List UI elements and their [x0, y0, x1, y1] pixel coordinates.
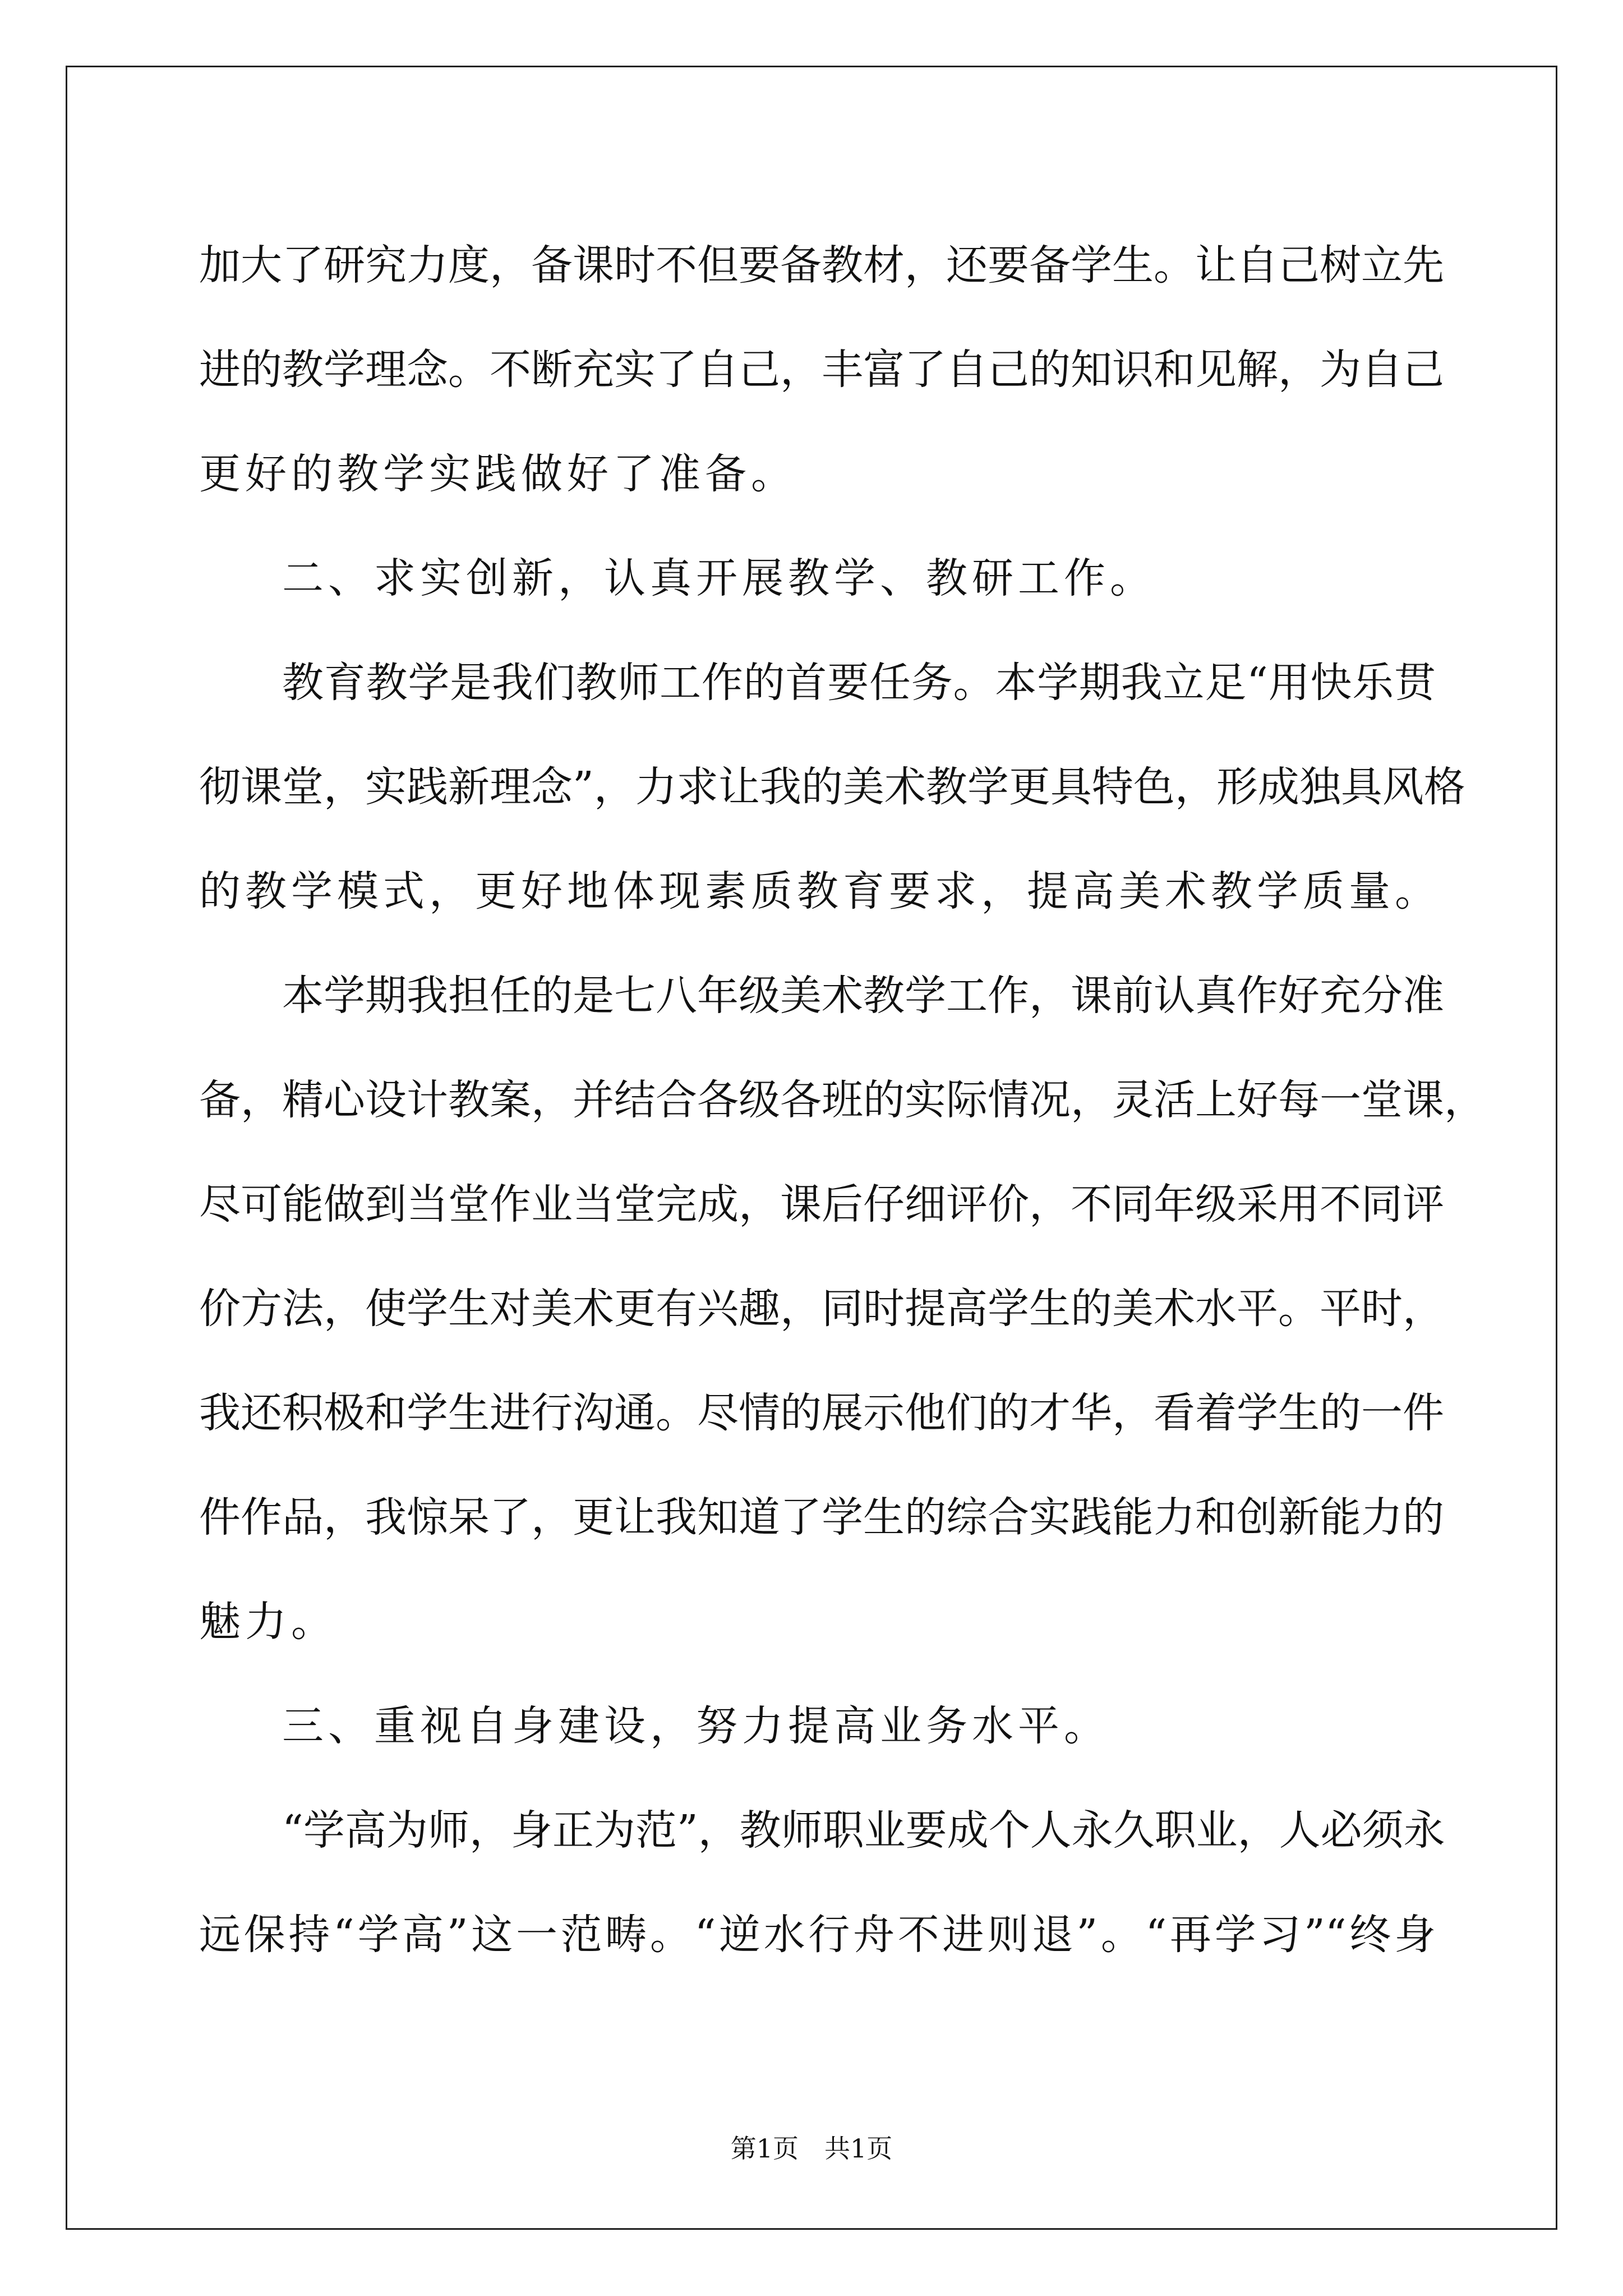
- paragraph-line: “学高为师，身正为范”，教师职业要成个人永久职业，人必须永: [282, 1806, 1445, 1855]
- section-heading: 三、重视自身建设，努力提高业务水平。: [282, 1702, 1110, 1750]
- paragraph-line: 教育教学是我们教师工作的首要任务。本学期我立足“用快乐贯: [282, 659, 1436, 707]
- page-number-current: 第1页: [730, 2133, 799, 2164]
- paragraph-line: 的教学模式，更好地体现素质教育要求，提高美术教学质量。: [199, 867, 1441, 915]
- paragraph-line: 备，精心设计教案，并结合各级各班的实际情况，灵活上好每一堂课，: [199, 1076, 1486, 1124]
- paragraph-line: 价方法，使学生对美术更有兴趣，同时提高学生的美术水平。平时，: [199, 1285, 1444, 1333]
- page-number-total: 共1页: [824, 2133, 893, 2164]
- paragraph-line: 本学期我担任的是七八年级美术教学工作，课前认真作好充分准: [282, 972, 1444, 1020]
- paragraph-line: 尽可能做到当堂作业当堂完成，课后仔细评价，不同年级采用不同评: [199, 1180, 1444, 1228]
- paragraph-line: 魅力。: [199, 1598, 337, 1646]
- paragraph-line: 我还积极和学生进行沟通。尽情的展示他们的才华，看着学生的一件: [199, 1389, 1444, 1437]
- paragraph-line: 进的教学理念。不断充实了自己，丰富了自己的知识和见解，为自己: [199, 346, 1444, 394]
- section-heading: 二、求实创新，认真开展教学、教研工作。: [282, 554, 1156, 602]
- document-body: [199, 213, 1486, 1987]
- page-footer: [0, 2132, 1623, 2165]
- paragraph-line: 远保持“学高”这一范畴。“逆水行舟不进则退”。“再学习”“终身: [199, 1911, 1436, 1959]
- paragraph-line: 彻课堂，实践新理念”，力求让我的美术教学更具特色，形成独具风格: [199, 763, 1465, 811]
- paragraph-line: 加大了研究力度，备课时不但要备教材，还要备学生。让自己树立先: [199, 241, 1444, 289]
- paragraph-line: 更好的教学实践做好了准备。: [199, 450, 797, 498]
- paragraph-line: 件作品，我惊呆了，更让我知道了学生的综合实践能力和创新能力的: [199, 1493, 1444, 1542]
